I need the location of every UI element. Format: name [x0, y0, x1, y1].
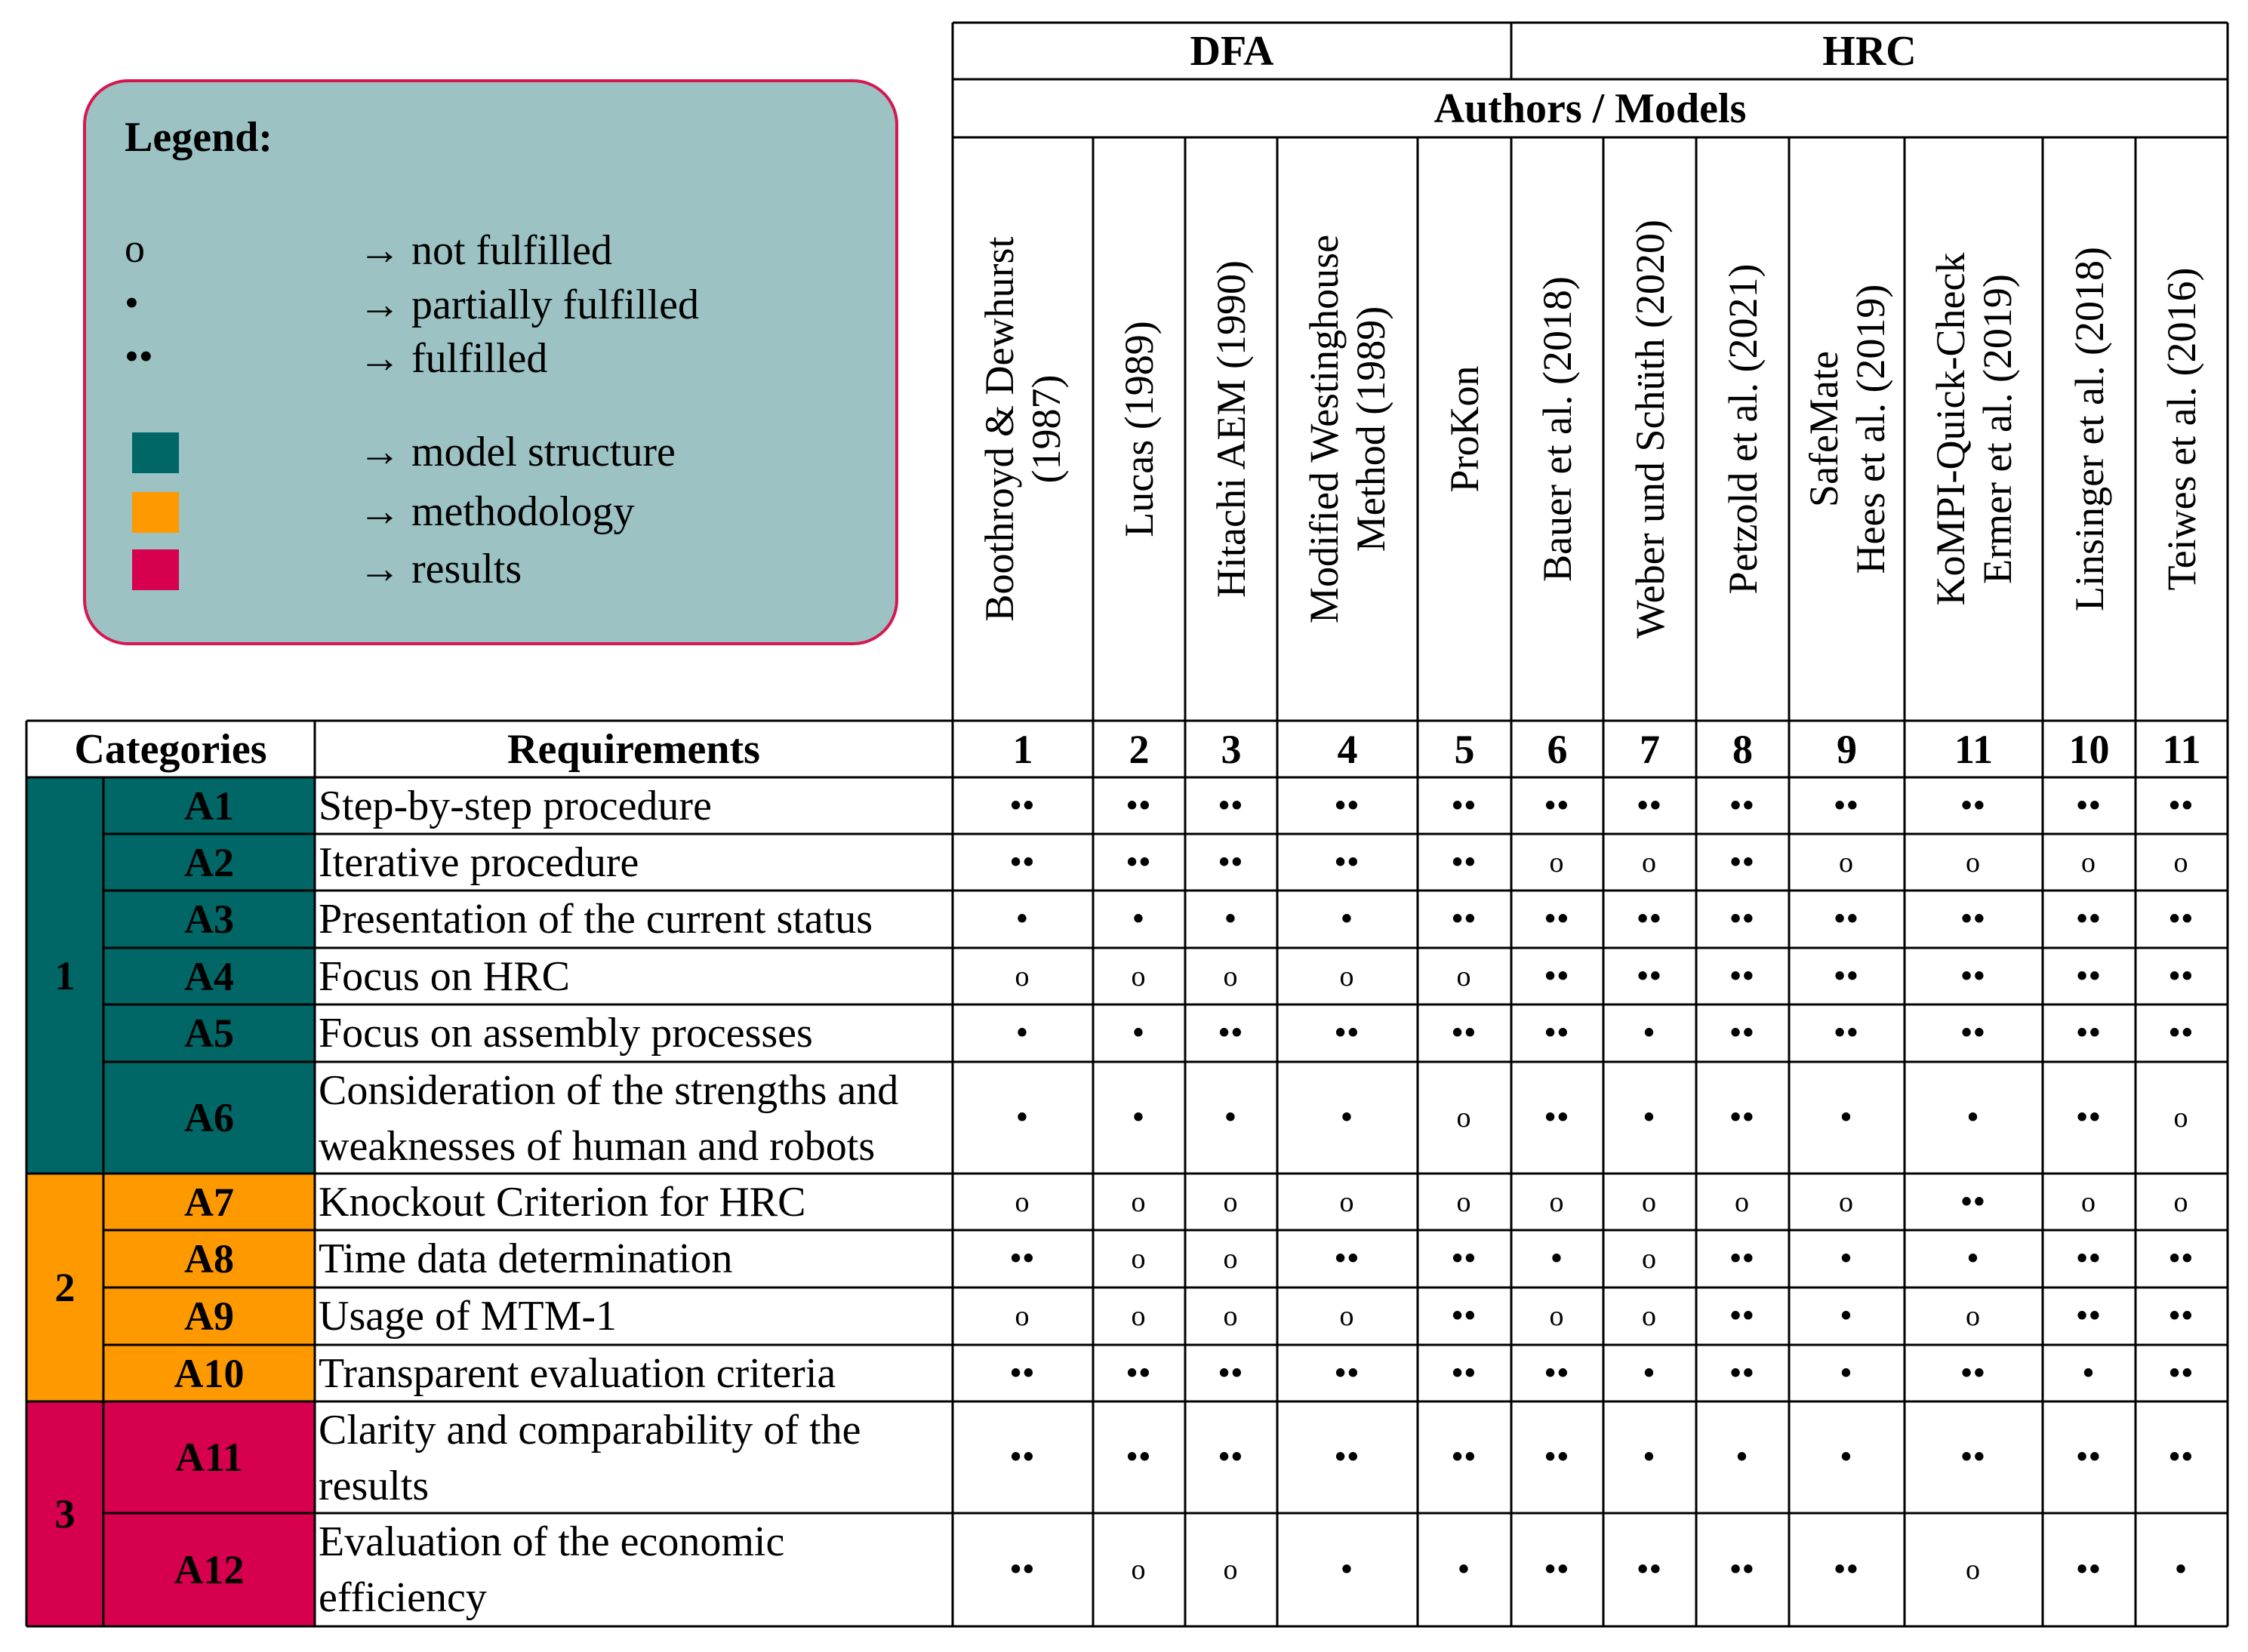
model-name-12: Teiwes et al. (2016) — [2159, 267, 2204, 591]
rating-a1-model-3: •• — [1218, 788, 1244, 823]
rating-a4-model-6: •• — [1544, 958, 1570, 994]
rating-a2-model-5: •• — [1452, 844, 1477, 880]
rating-a4-model-2: o — [1131, 960, 1147, 992]
rating-a9-model-3: o — [1223, 1300, 1239, 1332]
requirement-text-a6: Consideration of the strengths and weaknesses of human and robots — [319, 1067, 899, 1170]
model-number-8: 8 — [1732, 726, 1753, 772]
rating-a9-model-12: •• — [2169, 1299, 2194, 1334]
rating-a2-model-2: •• — [1126, 844, 1152, 880]
model-number-11: 10 — [2068, 726, 2110, 772]
rating-a4-model-3: o — [1223, 960, 1239, 992]
category-group-2: 2 — [54, 1265, 75, 1310]
rating-a10-model-9: • — [1840, 1355, 1853, 1391]
rating-a8-model-3: o — [1223, 1243, 1239, 1275]
rating-a11-model-3: •• — [1218, 1440, 1244, 1475]
model-name-10: KoMPI-Quick-Check Ermer et al. (2019) — [1927, 252, 2020, 606]
rating-a10-model-10: •• — [1960, 1355, 1987, 1391]
rating-a10-model-5: •• — [1452, 1355, 1477, 1391]
requirement-text-a11: Clarity and comparability of the results — [319, 1407, 861, 1509]
rating-a5-model-10: •• — [1960, 1016, 1987, 1051]
rating-a8-model-7: o — [1642, 1243, 1658, 1275]
rating-a1-model-9: •• — [1834, 788, 1860, 823]
rating-a7-model-6: o — [1549, 1186, 1566, 1218]
rating-a11-model-12: •• — [2169, 1440, 2194, 1475]
rating-a12-model-6: •• — [1544, 1552, 1570, 1587]
legend-color-text-2: → methodology — [359, 488, 635, 535]
rating-a12-model-11: •• — [2076, 1552, 2102, 1587]
rating-a6-model-11: •• — [2076, 1100, 2102, 1135]
rating-a6-model-8: •• — [1729, 1100, 1756, 1135]
rating-a4-model-11: •• — [2076, 958, 2102, 994]
rating-a6-model-2: • — [1132, 1100, 1146, 1135]
rating-a12-model-3: o — [1223, 1554, 1239, 1586]
rating-a10-model-11: • — [2083, 1355, 2096, 1391]
rating-a8-model-5: •• — [1452, 1241, 1477, 1276]
legend-symbol-2: • — [125, 280, 139, 325]
rating-a2-model-4: •• — [1335, 844, 1360, 880]
rating-a7-model-2: o — [1131, 1186, 1147, 1218]
rating-a5-model-4: •• — [1335, 1016, 1360, 1051]
rating-a3-model-8: •• — [1729, 902, 1756, 937]
rating-a11-model-10: •• — [1960, 1440, 1987, 1475]
rating-a11-model-9: • — [1840, 1440, 1853, 1475]
rating-a3-model-12: •• — [2169, 902, 2194, 937]
rating-a5-model-5: •• — [1452, 1016, 1477, 1051]
rating-a11-model-11: •• — [2076, 1440, 2102, 1475]
rating-a7-model-8: o — [1735, 1186, 1751, 1218]
rating-a7-model-11: o — [2081, 1186, 2097, 1218]
rating-a1-model-10: •• — [1960, 788, 1987, 823]
rating-a8-model-9: • — [1840, 1241, 1853, 1276]
legend-symbol-1: o — [125, 226, 145, 271]
rating-a3-model-6: •• — [1544, 902, 1570, 937]
requirement-code-a11: A11 — [174, 1435, 244, 1480]
hrc-header: HRC — [1822, 27, 1917, 75]
rating-a1-model-1: •• — [1010, 788, 1036, 823]
rating-a4-model-5: o — [1456, 960, 1473, 992]
requirement-code-a5: A5 — [184, 1011, 234, 1056]
requirement-text-a12: Evaluation of the economic efficiency — [319, 1518, 785, 1621]
rating-a7-model-7: o — [1642, 1186, 1658, 1218]
rating-a4-model-10: •• — [1960, 958, 1987, 994]
requirement-code-a10: A10 — [174, 1350, 245, 1396]
model-number-6: 6 — [1547, 726, 1568, 772]
legend-color-text-1: → model structure — [359, 429, 676, 475]
rating-a3-model-2: • — [1132, 902, 1146, 937]
rating-a1-model-8: •• — [1729, 788, 1756, 823]
categories-header: Categories — [74, 725, 267, 773]
rating-a12-model-10: o — [1966, 1554, 1982, 1586]
rating-a3-model-3: • — [1224, 902, 1238, 937]
rating-a7-model-4: o — [1339, 1186, 1356, 1218]
legend-color-text-3: → results — [359, 546, 522, 592]
model-number-9: 9 — [1837, 726, 1857, 772]
rating-a11-model-7: • — [1643, 1440, 1656, 1475]
model-number-4: 4 — [1337, 726, 1358, 772]
rating-a3-model-9: •• — [1834, 902, 1860, 937]
rating-a1-model-12: •• — [2169, 788, 2194, 823]
rating-a11-model-6: •• — [1544, 1440, 1570, 1475]
rating-a12-model-2: o — [1131, 1554, 1147, 1586]
requirement-code-a3: A3 — [184, 897, 234, 942]
rating-a7-model-12: o — [2173, 1186, 2190, 1218]
rating-a4-model-8: •• — [1729, 958, 1756, 994]
rating-a5-model-7: • — [1643, 1016, 1656, 1051]
rating-a9-model-6: o — [1549, 1300, 1566, 1332]
rating-a12-model-7: •• — [1637, 1552, 1663, 1587]
requirement-text-a7: Knockout Criterion for HRC — [319, 1178, 806, 1226]
rating-a2-model-3: •• — [1218, 844, 1244, 880]
rating-a9-model-2: o — [1131, 1300, 1147, 1332]
rating-a2-model-1: •• — [1010, 844, 1036, 880]
rating-a3-model-10: •• — [1960, 902, 1987, 937]
rating-a2-model-12: o — [2173, 846, 2190, 878]
rating-a10-model-3: •• — [1218, 1355, 1244, 1391]
rating-a6-model-3: • — [1224, 1100, 1238, 1135]
model-number-5: 5 — [1454, 726, 1475, 772]
rating-a7-model-5: o — [1456, 1186, 1473, 1218]
rating-a1-model-11: •• — [2076, 788, 2102, 823]
rating-a9-model-5: •• — [1452, 1299, 1477, 1334]
rating-a8-model-6: • — [1551, 1241, 1564, 1276]
model-name-4: Modified Westinghouse Method (1989) — [1301, 234, 1393, 624]
rating-a9-model-10: o — [1966, 1300, 1982, 1332]
rating-a12-model-1: •• — [1010, 1552, 1036, 1587]
legend-text-3: → fulfilled — [359, 335, 548, 382]
rating-a8-model-11: •• — [2076, 1241, 2102, 1276]
requirement-text-a2: Iterative procedure — [319, 838, 639, 886]
legend-title: Legend: — [125, 114, 273, 161]
requirement-code-a12: A12 — [174, 1547, 245, 1592]
rating-a4-model-1: o — [1015, 960, 1031, 992]
rating-a6-model-10: • — [1967, 1100, 1980, 1135]
rating-a12-model-8: •• — [1729, 1552, 1756, 1587]
rating-a5-model-6: •• — [1544, 1016, 1570, 1051]
requirement-code-a1: A1 — [184, 783, 234, 829]
legend-text-1: → not fulfilled — [359, 227, 612, 274]
requirement-text-a8: Time data determination — [319, 1235, 733, 1282]
rating-a9-model-8: •• — [1729, 1299, 1756, 1334]
rating-a9-model-1: o — [1015, 1300, 1031, 1332]
rating-a7-model-1: o — [1015, 1186, 1031, 1218]
rating-a4-model-12: •• — [2169, 958, 2194, 994]
rating-a5-model-9: •• — [1834, 1016, 1860, 1051]
requirement-text-a4: Focus on HRC — [319, 952, 570, 1000]
rating-a2-model-6: o — [1549, 846, 1566, 878]
rating-a5-model-8: •• — [1729, 1016, 1756, 1051]
rating-a10-model-1: •• — [1010, 1355, 1036, 1391]
rating-a7-model-3: o — [1223, 1186, 1239, 1218]
rating-a11-model-4: •• — [1335, 1440, 1360, 1475]
requirement-code-a2: A2 — [184, 839, 234, 885]
rating-a11-model-5: •• — [1452, 1440, 1477, 1475]
rating-a5-model-1: • — [1016, 1016, 1030, 1051]
rating-a8-model-12: •• — [2169, 1241, 2194, 1276]
rating-a6-model-5: o — [1456, 1102, 1473, 1134]
model-name-7: Weber und Schüth (2020) — [1627, 219, 1673, 639]
rating-a9-model-7: o — [1642, 1300, 1658, 1332]
requirements-header: Requirements — [507, 725, 760, 773]
rating-a8-model-4: •• — [1335, 1241, 1360, 1276]
rating-a10-model-2: •• — [1126, 1355, 1152, 1391]
model-name-5: ProKon — [1442, 365, 1487, 493]
rating-a9-model-11: •• — [2076, 1299, 2102, 1334]
requirement-text-a5: Focus on assembly processes — [319, 1010, 813, 1057]
rating-a5-model-12: •• — [2169, 1016, 2194, 1051]
rating-a4-model-4: o — [1339, 960, 1356, 992]
requirement-text-a10: Transparent evaluation criteria — [319, 1349, 836, 1397]
legend-text-2: → partially fulfilled — [359, 281, 699, 328]
dfa-header: DFA — [1190, 27, 1274, 75]
rating-a8-model-8: •• — [1729, 1241, 1756, 1276]
rating-a9-model-4: o — [1339, 1300, 1356, 1332]
rating-a10-model-8: •• — [1729, 1355, 1756, 1391]
rating-a10-model-4: •• — [1335, 1355, 1360, 1391]
model-number-2: 2 — [1129, 726, 1150, 772]
rating-a2-model-11: o — [2081, 846, 2097, 878]
model-name-3: Hitachi AEM (1990) — [1209, 260, 1254, 598]
rating-a8-model-10: • — [1967, 1241, 1980, 1276]
rating-a5-model-11: •• — [2076, 1016, 2102, 1051]
rating-a2-model-8: •• — [1729, 844, 1756, 880]
requirement-text-a3: Presentation of the current status — [319, 896, 873, 943]
rating-a1-model-2: •• — [1126, 788, 1152, 823]
rating-a10-model-6: •• — [1544, 1355, 1570, 1391]
model-number-12: 11 — [2162, 726, 2201, 772]
rating-a6-model-9: • — [1840, 1100, 1853, 1135]
requirement-code-a9: A9 — [184, 1294, 234, 1339]
rating-a3-model-7: •• — [1637, 902, 1663, 937]
rating-a9-model-9: • — [1840, 1299, 1853, 1334]
rating-a4-model-7: •• — [1637, 958, 1663, 994]
category-group-1: 1 — [54, 952, 75, 998]
rating-a6-model-4: • — [1341, 1100, 1354, 1135]
category-group-3: 3 — [54, 1491, 75, 1537]
rating-a10-model-7: • — [1643, 1355, 1656, 1391]
model-number-7: 7 — [1640, 726, 1660, 772]
model-number-10: 11 — [1954, 726, 1994, 772]
model-name-6: Bauer et al. (2018) — [1535, 276, 1580, 582]
requirement-code-a7: A7 — [184, 1179, 234, 1225]
rating-a11-model-1: •• — [1010, 1440, 1036, 1475]
model-number-3: 3 — [1221, 726, 1242, 772]
model-number-1: 1 — [1012, 726, 1033, 772]
requirement-code-a4: A4 — [184, 953, 234, 999]
rating-a12-model-9: •• — [1834, 1552, 1860, 1587]
model-name-2: Lucas (1989) — [1116, 321, 1162, 537]
rating-a6-model-7: • — [1643, 1100, 1656, 1135]
rating-a1-model-5: •• — [1452, 788, 1477, 823]
rating-a3-model-4: • — [1341, 902, 1354, 937]
model-name-8: Petzold et al. (2021) — [1720, 263, 1766, 595]
requirement-code-a8: A8 — [184, 1236, 234, 1281]
rating-a12-model-12: • — [2175, 1552, 2188, 1587]
rating-a2-model-7: o — [1642, 846, 1658, 878]
rating-a11-model-8: • — [1736, 1440, 1749, 1475]
rating-a4-model-9: •• — [1834, 958, 1860, 994]
legend-symbol-3: •• — [125, 334, 153, 379]
rating-a8-model-2: o — [1131, 1243, 1147, 1275]
rating-a5-model-3: •• — [1218, 1016, 1244, 1051]
rating-a10-model-12: •• — [2169, 1355, 2194, 1391]
rating-a3-model-1: • — [1016, 902, 1030, 937]
rating-a12-model-4: • — [1341, 1552, 1354, 1587]
rating-a8-model-1: •• — [1010, 1241, 1036, 1276]
rating-a7-model-10: •• — [1960, 1184, 1987, 1220]
requirement-text-a9: Usage of MTM-1 — [319, 1293, 617, 1340]
rating-a1-model-7: •• — [1637, 788, 1663, 823]
authors-models-header: Authors / Models — [1433, 85, 1747, 132]
rating-a7-model-9: o — [1839, 1186, 1855, 1218]
requirement-text-a1: Step-by-step procedure — [319, 782, 712, 829]
rating-a3-model-11: •• — [2076, 902, 2102, 937]
rating-a5-model-2: • — [1132, 1016, 1146, 1051]
model-name-1: Boothroyd & Dewhurst (1987) — [977, 236, 1069, 622]
rating-a2-model-9: o — [1839, 846, 1855, 878]
requirement-code-a6: A6 — [184, 1095, 234, 1140]
rating-a2-model-10: o — [1966, 846, 1982, 878]
rating-a12-model-5: • — [1458, 1552, 1471, 1587]
rating-a1-model-4: •• — [1335, 788, 1360, 823]
model-name-11: Linsinger et al. (2018) — [2066, 247, 2112, 611]
rating-a6-model-12: o — [2173, 1102, 2190, 1134]
rating-a11-model-2: •• — [1126, 1440, 1152, 1475]
rating-a3-model-5: •• — [1452, 902, 1477, 937]
rating-a1-model-6: •• — [1544, 788, 1570, 823]
rating-a6-model-1: • — [1016, 1100, 1030, 1135]
rating-a6-model-6: •• — [1544, 1100, 1570, 1135]
model-name-9: SafeMate Hees et al. (2019) — [1800, 284, 1893, 574]
